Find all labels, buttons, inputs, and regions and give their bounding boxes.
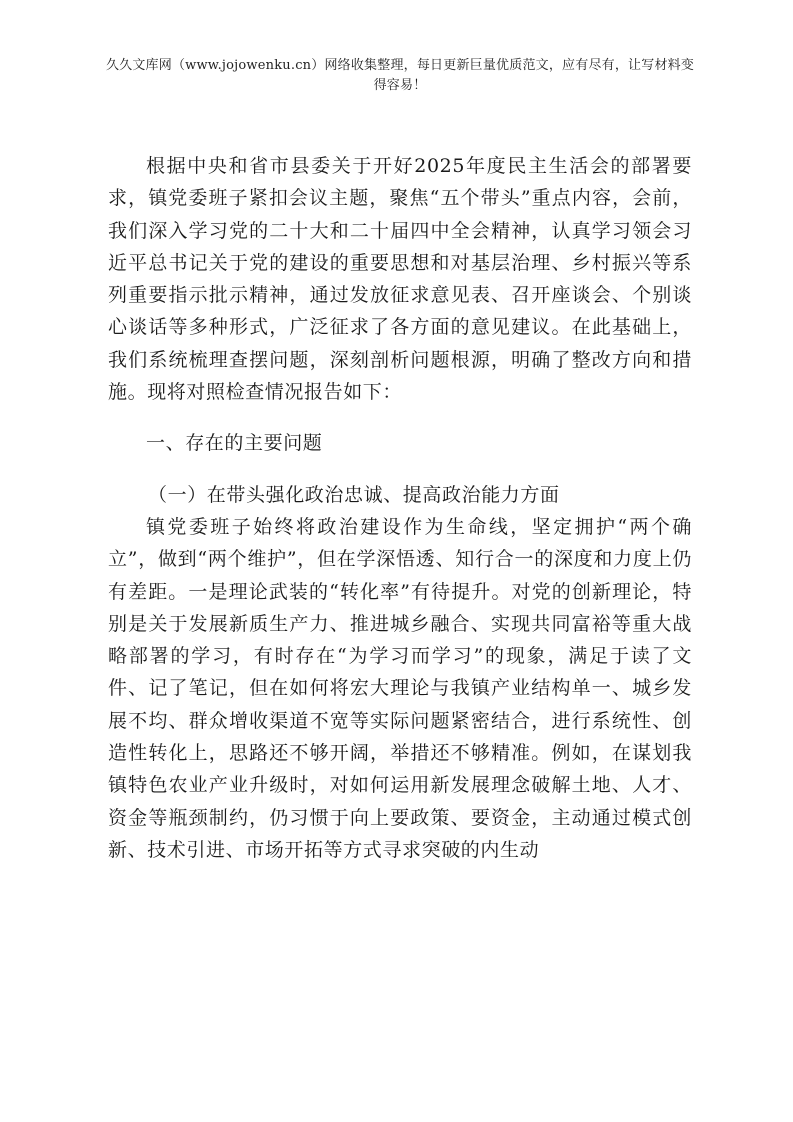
body-paragraph: 镇党委班子始终将政治建设作为生命线，坚定拥护“两个确立”，做到“两个维护”，但在学深悟透、知行合一的深度和力度上仍有差距。一是理论武装的“转化率”有待提升。对党的创新理论，特别是关于发展新质生产力、推进城乡融合、实现共同富裕等重大战略部署的学习，有时存在“为学习而学习”的现象，满足于读了文件、记了笔记，但在如何将宏大理论与我镇产业结构单一、城乡发展不均、群众增收渠道不宽等实际问题紧密结合，进行系统性、创造性转化上，思路还不够开阔，举措还不够精准。例如，在谋划我镇特色农业产业升级时，对如何运用新发展理念破解土地、人才、资金等瓶颈制约，仍习惯于向上要政策、要资金，主动通过模式创新、技术引进、市场开拓等方式寻求突破的内生动 bbox=[108, 515, 692, 861]
subsection-heading: （一）在带头强化政治忠诚、提高政治能力方面 bbox=[148, 483, 560, 506]
header-note: 久久文库网（www.jojowenku.cn）网络收集整理，每日更新巨量优质范文，应有尽有，让写材料变得容易！ bbox=[105, 58, 695, 93]
document-body bbox=[108, 150, 692, 866]
section-heading: 一、存在的主要问题 bbox=[146, 432, 323, 455]
intro-paragraph: 根据中央和省市县委关于开好2025年度民主生活会的部署要求，镇党委班子紧扣会议主题，聚焦“五个带头”重点内容，会前，我们深入学习党的二十大和二十届四中全会精神，认真学习领会习近平总书记关于党的建设的重要思想和对基层治理、乡村振兴等系列重要指示批示精神，通过发放征求意见表、召开座谈会、个别谈心谈话等多种形式，广泛征求了各方面的意见建议。在此基础上，我们系统梳理查摆问题，深刻剖析问题根源，明确了整改方向和措施。现将对照检查情况报告如下： bbox=[108, 155, 692, 404]
